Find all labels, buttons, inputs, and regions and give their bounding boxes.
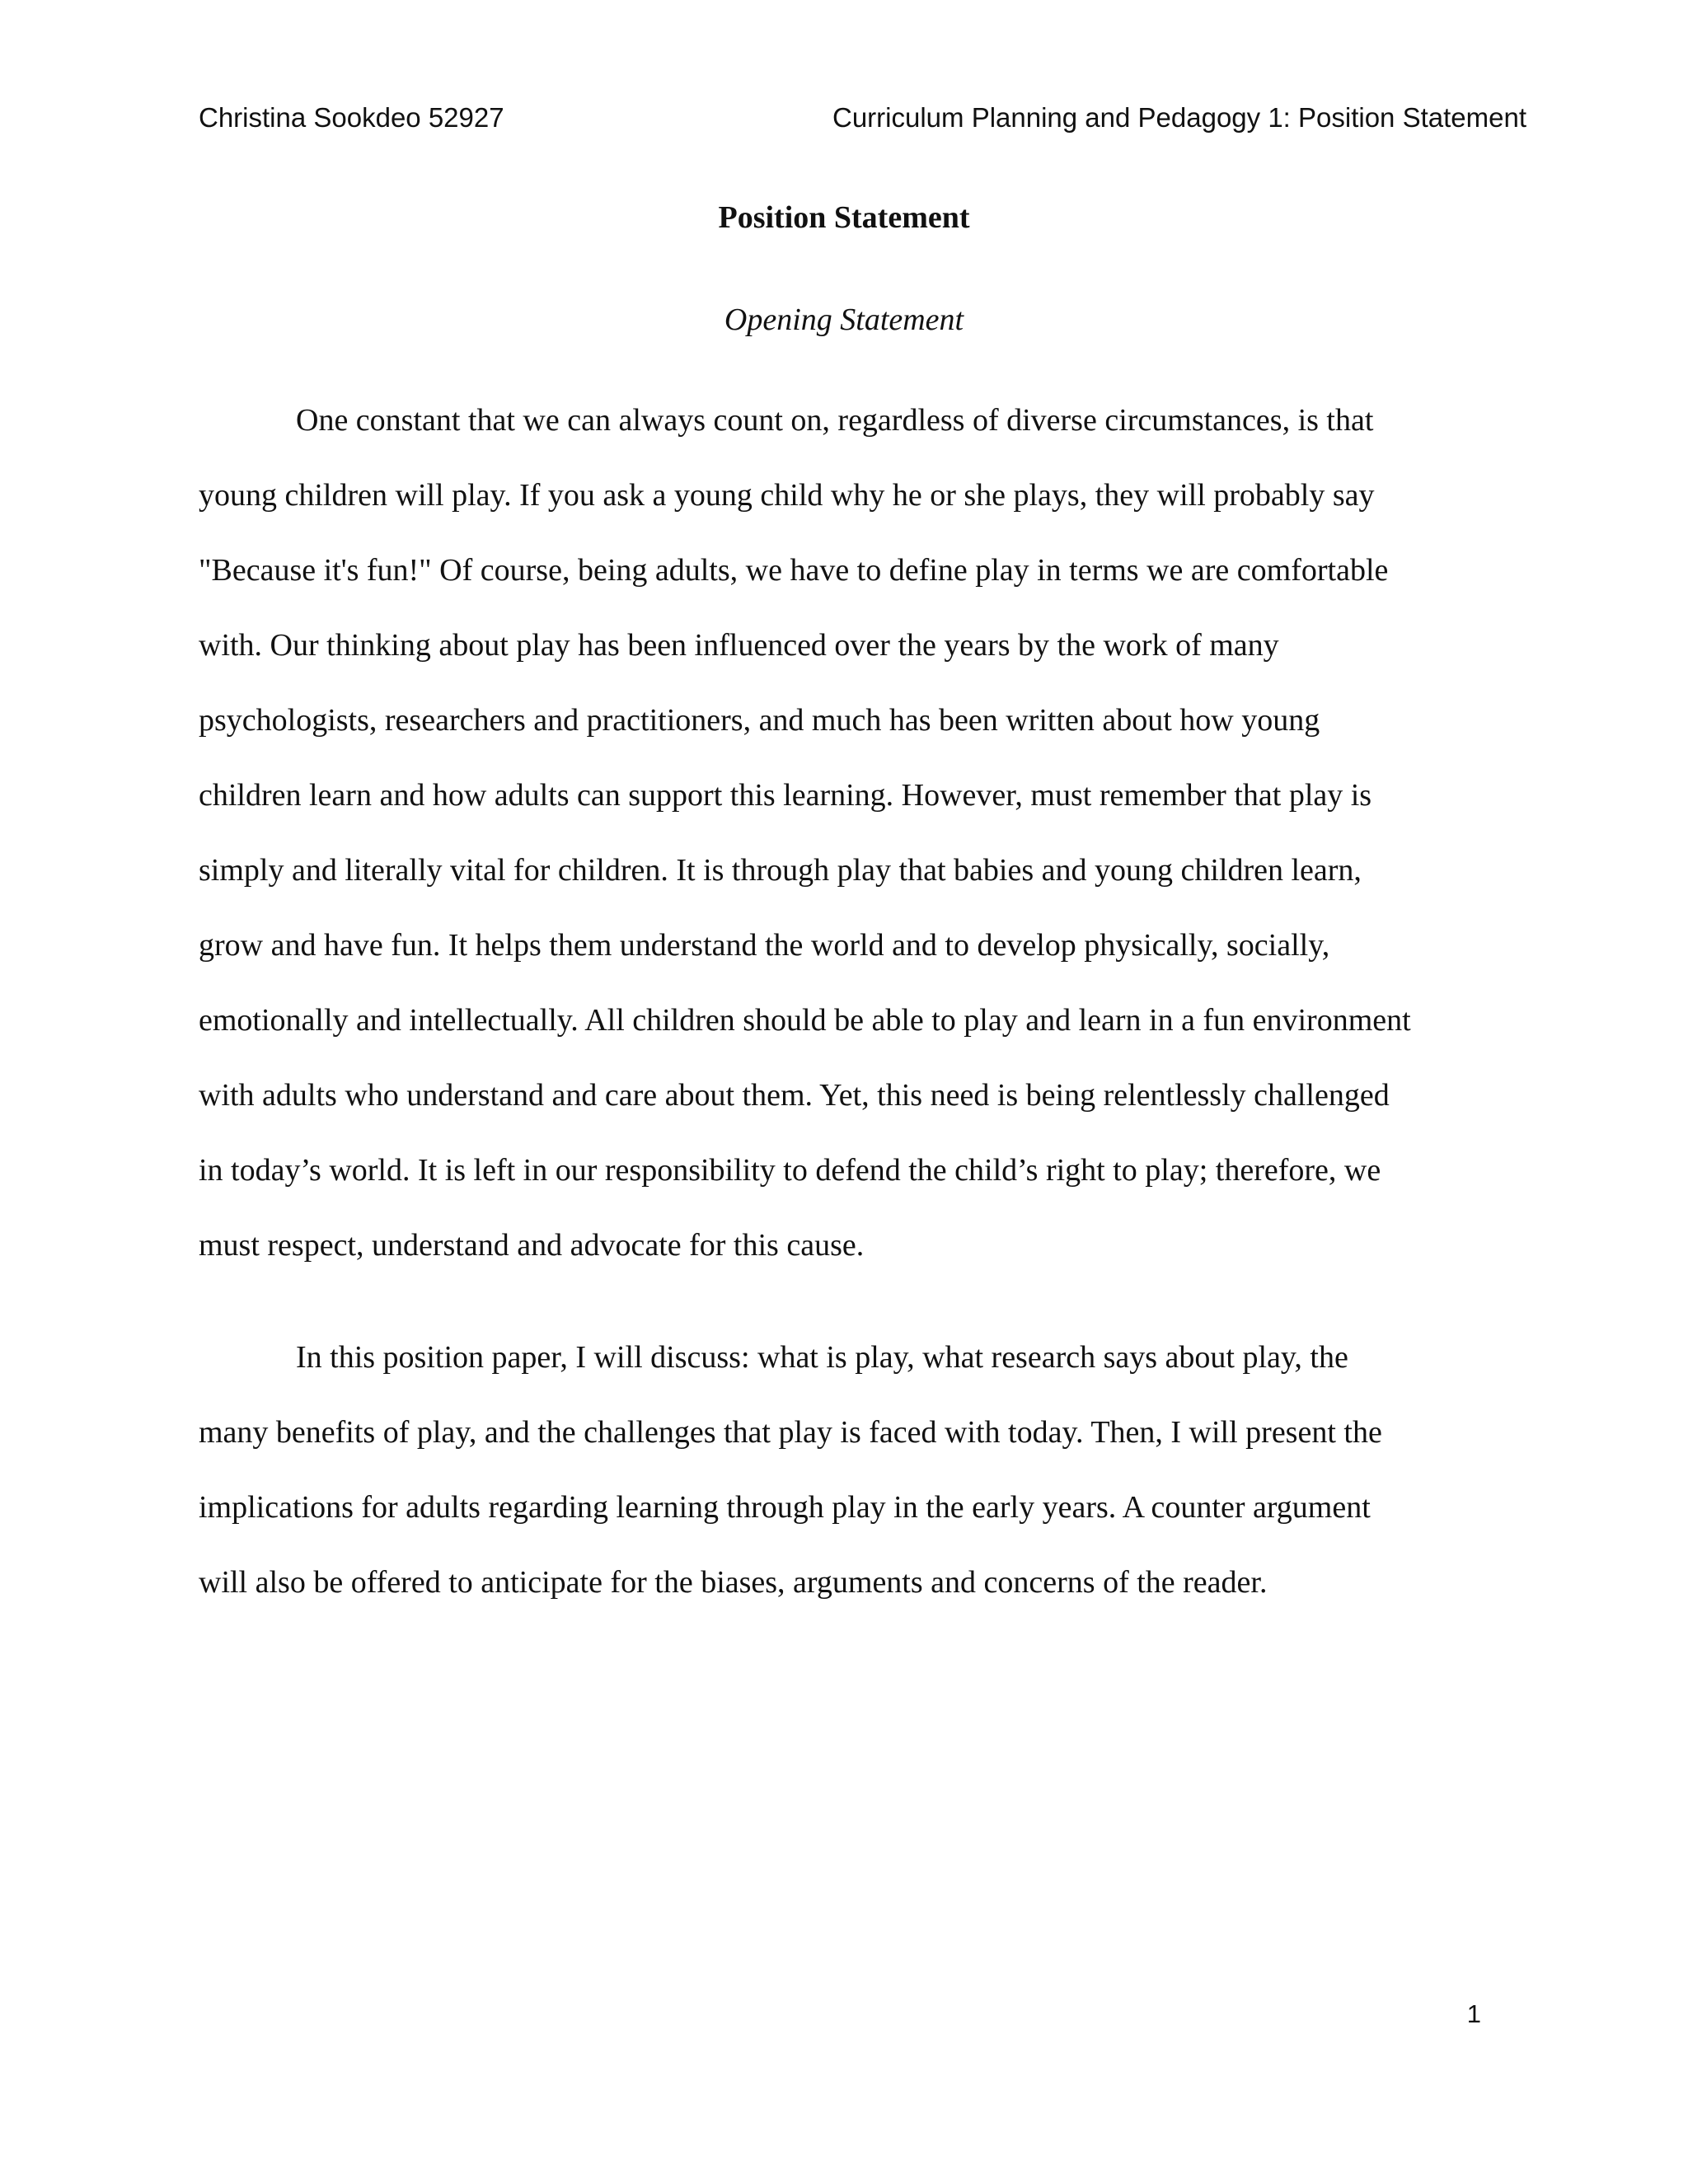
paragraph-1-line-11: in today’s world. It is left in our responsibility to defend the child’s right to play; therefore, we	[199, 1153, 1381, 1188]
paragraph-1-line-6: children learn and how adults can support this learning. However, must remember that play is	[199, 778, 1372, 813]
paragraph-1-line-7: simply and literally vital for children. It is through play that babies and young children learn,	[199, 853, 1362, 888]
document-title: Position Statement	[718, 200, 970, 235]
page-number: 1	[1466, 1999, 1481, 2028]
paragraph-1-line-4: with. Our thinking about play has been influenced over the years by the work of many	[199, 628, 1279, 663]
paragraph-1-line-9: emotionally and intellectually. All children should be able to play and learn in a fun environment	[199, 1003, 1411, 1038]
paragraph-1-line-2: young children will play. If you ask a young child why he or she plays, they will probably say	[199, 478, 1375, 513]
paragraph-1-line-10: with adults who understand and care about them. Yet, this need is being relentlessly challenged	[199, 1078, 1390, 1113]
header-author: Christina Sookdeo 52927	[199, 102, 504, 133]
paragraph-2-line-1: In this position paper, I will discuss: what is play, what research says about play, the	[296, 1340, 1348, 1375]
paragraph-2-line-3: implications for adults regarding learning through play in the early years. A counter argument	[199, 1490, 1371, 1525]
paragraph-1-line-3: "Because it's fun!" Of course, being adults, we have to define play in terms we are comfortable	[199, 553, 1389, 588]
paragraph-1-line-12: must respect, understand and advocate for this cause.	[199, 1228, 865, 1263]
paragraph-1-line-8: grow and have fun. It helps them understand the world and to develop physically, socially,	[199, 928, 1330, 963]
paragraph-2-line-2: many benefits of play, and the challenges that play is faced with today. Then, I will present the	[199, 1415, 1382, 1450]
section-heading: Opening Statement	[724, 302, 964, 337]
paragraph-1-line-1: One constant that we can always count on, regardless of diverse circumstances, is that	[296, 403, 1374, 438]
paragraph-1-line-5: psychologists, researchers and practitioners, and much has been written about how young	[199, 703, 1320, 738]
header-course-title: Curriculum Planning and Pedagogy 1: Position Statement	[832, 102, 1526, 133]
paragraph-2-line-4: will also be offered to anticipate for the biases, arguments and concerns of the reader.	[199, 1565, 1268, 1600]
